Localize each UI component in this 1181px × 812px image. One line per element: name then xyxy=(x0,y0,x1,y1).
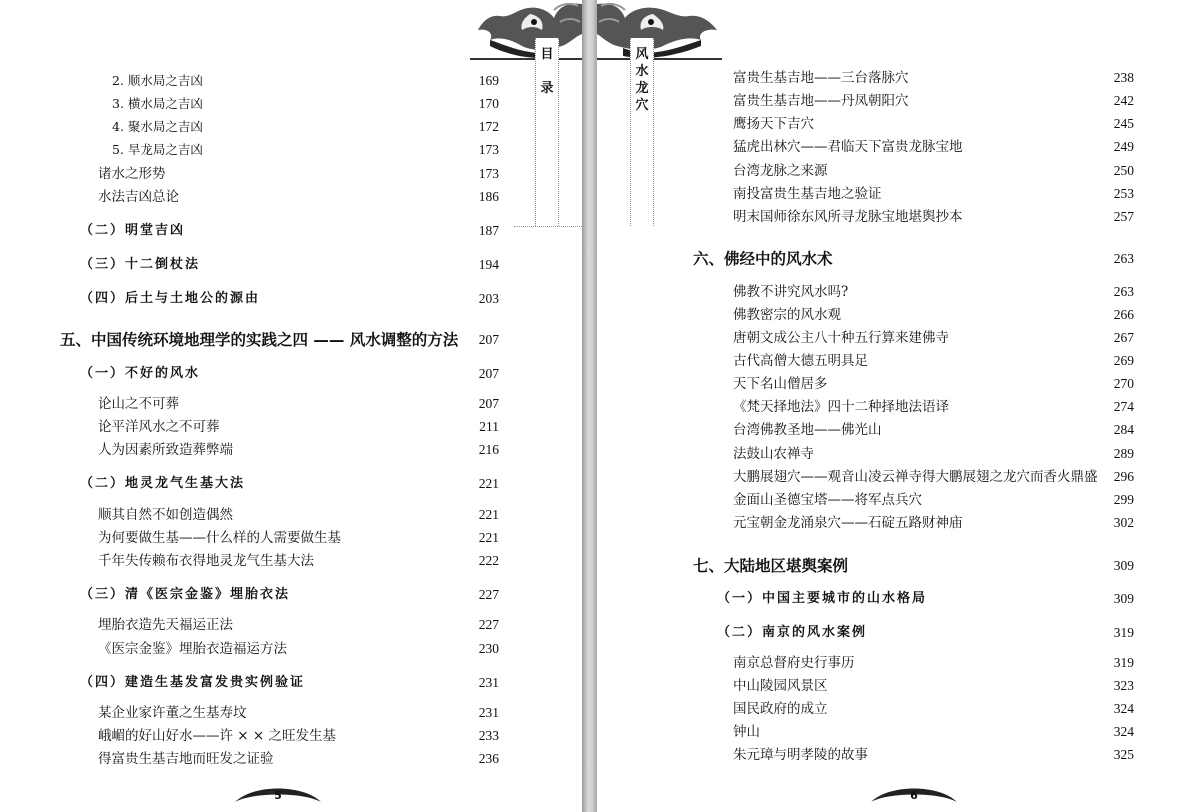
toc-page-number: 269 xyxy=(1113,353,1134,368)
toc-entry-row xyxy=(597,489,1181,511)
toc-entry-row xyxy=(0,393,582,415)
toc-entry-row xyxy=(0,725,582,747)
toc-title: 5. 旱龙局之吉凶 xyxy=(112,142,203,157)
toc-page-number: 242 xyxy=(1113,93,1134,108)
toc-title: 诸水之形势 xyxy=(98,166,166,182)
toc-page-number: 249 xyxy=(1113,139,1134,154)
toc-entry-row xyxy=(597,373,1181,395)
toc-page-number: 324 xyxy=(1113,701,1134,716)
toc-page-number: 270 xyxy=(1113,376,1134,391)
toc-entry-row xyxy=(597,90,1181,112)
toc-page-number: 319 xyxy=(1113,625,1134,640)
toc-entry-row xyxy=(597,304,1181,326)
toc-entry-row xyxy=(597,396,1181,418)
toc-page-number: 169 xyxy=(478,73,499,88)
toc-entry-row xyxy=(0,70,582,92)
toc-entry-row xyxy=(597,160,1181,182)
toc-title: 金面山圣德宝塔——将军点兵穴 xyxy=(733,492,922,508)
right-page xyxy=(597,0,1181,812)
toc-entry-row xyxy=(597,113,1181,135)
toc-page-number: 207 xyxy=(478,366,499,381)
toc-page-number: 245 xyxy=(1113,116,1134,131)
toc-entry-row xyxy=(0,638,582,660)
toc-title: 唐朝文成公主八十种五行算来建佛寺 xyxy=(733,330,949,346)
toc-entry-row xyxy=(0,416,582,438)
toc-section-row xyxy=(0,584,582,606)
toc-entry-row xyxy=(0,439,582,461)
toc-page-number: 263 xyxy=(1113,284,1134,299)
toc-entry-row xyxy=(597,67,1181,89)
toc-entry-row xyxy=(597,698,1181,720)
toc-entry-row xyxy=(0,163,582,185)
toc-title: 佛教密宗的风水观 xyxy=(733,307,841,323)
toc-title: 鹰扬天下吉穴 xyxy=(733,116,814,132)
toc-chapter-row xyxy=(0,329,582,351)
toc-page-number: 221 xyxy=(478,476,499,491)
toc-section-row xyxy=(0,672,582,694)
dragon-head-ornament-right xyxy=(597,0,722,60)
toc-entry-row xyxy=(0,748,582,770)
toc-page-number: 233 xyxy=(478,728,499,743)
toc-entry-row xyxy=(597,419,1181,441)
toc-title: 五、中国传统环境地理学的实践之四 —— 风水调整的方法 xyxy=(60,331,459,349)
toc-entry-row xyxy=(0,186,582,208)
toc-page-number: 284 xyxy=(1113,422,1134,437)
toc-title: 六、佛经中的风水术 xyxy=(693,250,833,268)
toc-title: 明末国师徐东风所寻龙脉宝地堪舆抄本 xyxy=(733,209,963,225)
toc-entry-row xyxy=(597,443,1181,465)
toc-entry-row xyxy=(597,206,1181,228)
toc-page-number: 186 xyxy=(478,189,499,204)
toc-entry-row xyxy=(597,721,1181,743)
toc-entry-row xyxy=(597,512,1181,534)
toc-title: 台湾龙脉之来源 xyxy=(733,163,828,179)
toc-entry-row xyxy=(597,281,1181,303)
tab-label: 目 录 xyxy=(540,47,554,96)
toc-title: （四）建造生基发富发贵实例验证 xyxy=(80,675,306,690)
toc-title: 千年失传赖布衣得地灵龙气生基大法 xyxy=(98,553,314,569)
page-footer-right xyxy=(869,780,959,806)
toc-page-number: 250 xyxy=(1113,163,1134,178)
toc-page-number: 319 xyxy=(1113,655,1134,670)
toc-title: 2. 顺水局之吉凶 xyxy=(112,73,203,88)
toc-page-number: 274 xyxy=(1113,399,1134,414)
toc-title: （三）清《医宗金鉴》埋胎衣法 xyxy=(80,587,291,602)
page-number: 5 xyxy=(274,789,282,802)
toc-title: 七、大陆地区堪舆案例 xyxy=(693,557,849,575)
toc-page-number: 187 xyxy=(478,223,499,238)
dragon-head-ornament-left xyxy=(470,0,582,60)
toc-entry-row xyxy=(0,504,582,526)
toc-entry-row xyxy=(597,652,1181,674)
toc-page-number: 325 xyxy=(1113,747,1134,762)
toc-entry-row xyxy=(597,675,1181,697)
toc-page-number: 302 xyxy=(1113,515,1134,530)
toc-page-number: 309 xyxy=(1113,591,1134,606)
toc-entry-row xyxy=(597,136,1181,158)
toc-section-row xyxy=(597,588,1181,610)
toc-title: 《梵天择地法》四十二种择地法语译 xyxy=(733,399,949,415)
toc-page-number: 296 xyxy=(1113,469,1134,484)
toc-title: 古代高僧大德五明具足 xyxy=(733,353,868,369)
toc-title: 富贵生基吉地——三台落脉穴 xyxy=(733,70,909,86)
page-number: 6 xyxy=(910,789,918,802)
toc-title: 佛教不讲究风水吗? xyxy=(733,284,849,300)
toc-title: 猛虎出林穴——君临天下富贵龙脉宝地 xyxy=(733,139,963,155)
toc-title: 南京总督府史行事历 xyxy=(733,655,855,671)
toc-page-number: 309 xyxy=(1113,558,1134,573)
toc-page-number: 289 xyxy=(1113,446,1134,461)
toc-page-number: 207 xyxy=(478,396,499,411)
page-footer-left xyxy=(233,780,323,806)
toc-title: 顺其自然不如创造偶然 xyxy=(98,507,233,523)
toc-title: 南投富贵生基吉地之验证 xyxy=(733,186,882,202)
toc-page-number: 230 xyxy=(478,641,499,656)
toc-title: 峨嵋的好山好水——许 × × 之旺发生基 xyxy=(98,728,336,744)
toc-section-row xyxy=(597,622,1181,644)
toc-title: 天下名山僧居多 xyxy=(733,376,828,392)
toc-title: 大鹏展翅穴——观音山凌云禅寺得大鹏展翅之龙穴而香火鼎盛 xyxy=(733,469,1098,485)
toc-page-number: 263 xyxy=(1113,251,1134,266)
toc-page-number: 203 xyxy=(478,291,499,306)
toc-chapter-row xyxy=(597,248,1181,270)
toc-page-number: 216 xyxy=(478,442,499,457)
toc-page-number: 227 xyxy=(478,587,499,602)
toc-entry-row xyxy=(0,93,582,115)
toc-title: 埋胎衣造先天福运正法 xyxy=(98,617,233,633)
toc-page-number: 267 xyxy=(1113,330,1134,345)
toc-title: （二）南京的风水案例 xyxy=(717,625,868,640)
toc-entry-row xyxy=(597,744,1181,766)
toc-entry-row xyxy=(597,327,1181,349)
toc-title: 4. 聚水局之吉凶 xyxy=(112,119,203,134)
book-gutter xyxy=(582,0,597,812)
toc-page-number: 221 xyxy=(478,507,499,522)
toc-page-number: 211 xyxy=(479,419,499,434)
toc-entry-row xyxy=(0,139,582,161)
toc-entry-row xyxy=(597,350,1181,372)
toc-title: （三）十二倒杖法 xyxy=(80,257,201,272)
toc-page-number: 222 xyxy=(478,553,499,568)
toc-page-number: 173 xyxy=(478,142,499,157)
toc-title: 得富贵生基吉地而旺发之证验 xyxy=(98,751,274,767)
toc-page-number: 173 xyxy=(478,166,499,181)
toc-page-number: 238 xyxy=(1113,70,1134,85)
toc-title: 论山之不可葬 xyxy=(98,396,179,412)
toc-section-row xyxy=(0,473,582,495)
toc-page-number: 172 xyxy=(478,119,499,134)
toc-entry-row xyxy=(0,702,582,724)
toc-title: （一）中国主要城市的山水格局 xyxy=(717,591,928,606)
toc-title: 法鼓山农禅寺 xyxy=(733,446,814,462)
toc-page-number: 299 xyxy=(1113,492,1134,507)
toc-title: 台湾佛教圣地——佛光山 xyxy=(733,422,882,438)
toc-entry-row xyxy=(0,614,582,636)
toc-page-number: 221 xyxy=(478,530,499,545)
toc-title: 中山陵园风景区 xyxy=(733,678,828,694)
toc-title: 某企业家许董之生基寿坟 xyxy=(98,705,247,721)
toc-page-number: 194 xyxy=(478,257,499,272)
toc-title: 为何要做生基——什么样的人需要做生基 xyxy=(98,530,341,546)
toc-page-number: 207 xyxy=(478,332,499,347)
toc-page-number: 253 xyxy=(1113,186,1134,201)
toc-page-number: 170 xyxy=(478,96,499,111)
toc-entry-row xyxy=(0,550,582,572)
toc-title: 元宝朝金龙涌泉穴——石碇五路财神庙 xyxy=(733,515,963,531)
toc-chapter-row xyxy=(597,555,1181,577)
toc-title: 3. 横水局之吉凶 xyxy=(112,96,203,111)
toc-title: 水法吉凶总论 xyxy=(98,189,179,205)
toc-title: 《医宗金鉴》埋胎衣造福运方法 xyxy=(98,641,287,657)
toc-title: 钟山 xyxy=(733,724,760,740)
toc-entry-row xyxy=(597,466,1181,488)
toc-title: （一）不好的风水 xyxy=(80,366,201,381)
toc-section-row xyxy=(0,363,582,385)
toc-entry-row xyxy=(0,527,582,549)
tab-label: 风 水 龙 穴 xyxy=(635,47,649,113)
toc-entry-row xyxy=(597,183,1181,205)
toc-title: （二）地灵龙气生基大法 xyxy=(80,476,246,491)
toc-page-number: 266 xyxy=(1113,307,1134,322)
toc-page-number: 236 xyxy=(478,751,499,766)
toc-page-number: 257 xyxy=(1113,209,1134,224)
toc-page-number: 231 xyxy=(478,675,499,690)
toc-section-row xyxy=(0,220,582,242)
toc-title: 论平洋风水之不可葬 xyxy=(98,419,220,435)
toc-title: 富贵生基吉地——丹凤朝阳穴 xyxy=(733,93,909,109)
toc-title: 人为因素所致造葬弊端 xyxy=(98,442,233,458)
toc-page-number: 324 xyxy=(1113,724,1134,739)
toc-title: （四）后土与土地公的源由 xyxy=(80,291,261,306)
toc-title: 国民政府的成立 xyxy=(733,701,828,717)
left-page xyxy=(0,0,582,812)
toc-section-row xyxy=(0,254,582,276)
toc-section-row xyxy=(0,288,582,310)
toc-page-number: 231 xyxy=(478,705,499,720)
toc-title: 朱元璋与明孝陵的故事 xyxy=(733,747,868,763)
toc-page-number: 227 xyxy=(478,617,499,632)
toc-title: （二）明堂吉凶 xyxy=(80,223,186,238)
toc-entry-row xyxy=(0,116,582,138)
toc-page-number: 323 xyxy=(1113,678,1134,693)
